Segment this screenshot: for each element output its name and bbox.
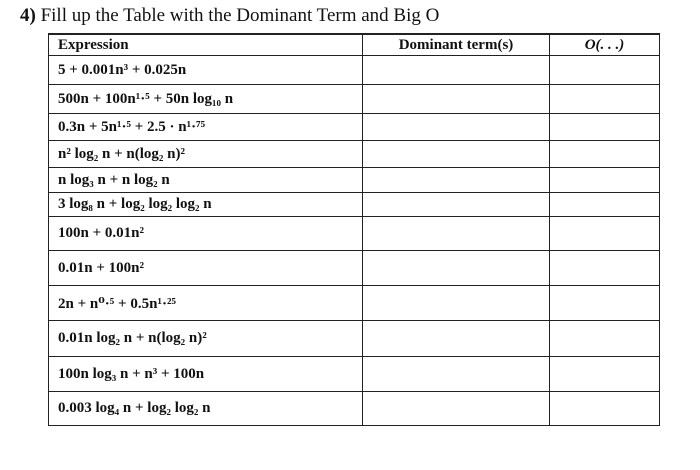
- table-row: [49, 114, 660, 141]
- table-header-row: [49, 34, 660, 56]
- expression-cell: n² log₂ n + n(log₂ n)²: [49, 141, 363, 168]
- dominant-term-cell[interactable]: [363, 321, 550, 357]
- big-o-cell[interactable]: [550, 357, 660, 392]
- dominant-term-cell[interactable]: [363, 357, 550, 392]
- big-o-cell[interactable]: [550, 217, 660, 251]
- big-o-cell[interactable]: [550, 56, 660, 85]
- big-o-cell[interactable]: [550, 85, 660, 114]
- header-expression: Expression: [49, 34, 363, 56]
- expression-cell: 3 log₈ n + log₂ log₂ log₂ n: [49, 193, 363, 217]
- big-o-cell[interactable]: [550, 392, 660, 426]
- dominant-term-cell[interactable]: [363, 141, 550, 168]
- big-o-cell[interactable]: [550, 321, 660, 357]
- dominant-term-cell[interactable]: [363, 114, 550, 141]
- dominant-term-cell[interactable]: [363, 392, 550, 426]
- expression-cell: 100n + 0.01n²: [49, 217, 363, 251]
- expression-cell: 5 + 0.001n³ + 0.025n: [49, 56, 363, 85]
- dominant-term-table: [48, 33, 660, 426]
- table-row: [49, 168, 660, 193]
- dominant-term-cell[interactable]: [363, 56, 550, 85]
- table-row: [49, 321, 660, 357]
- expression-cell: 0.01n log₂ n + n(log₂ n)²: [49, 321, 363, 357]
- header-big-o: O(. . .): [550, 34, 660, 56]
- table-row: [49, 193, 660, 217]
- question-heading: [20, 4, 439, 28]
- big-o-cell[interactable]: [550, 193, 660, 217]
- table-row: [49, 85, 660, 114]
- dominant-term-cell[interactable]: [363, 193, 550, 217]
- question-number: 4): [20, 5, 36, 26]
- dominant-term-cell[interactable]: [363, 85, 550, 114]
- expression-cell: 500n + 100n¹·⁵ + 50n log₁₀ n: [49, 85, 363, 114]
- expression-cell: 100n log₃ n + n³ + 100n: [49, 357, 363, 392]
- big-o-cell[interactable]: [550, 251, 660, 286]
- expression-cell: n log₃ n + n log₂ n: [49, 168, 363, 193]
- table-row: [49, 357, 660, 392]
- big-o-cell[interactable]: [550, 286, 660, 321]
- table-row: [49, 392, 660, 426]
- table-row: [49, 251, 660, 286]
- big-o-cell[interactable]: [550, 168, 660, 193]
- table-row: [49, 141, 660, 168]
- table-row: [49, 56, 660, 85]
- header-dominant-terms: Dominant term(s): [363, 34, 550, 56]
- expression-cell: 0.003 log₄ n + log₂ log₂ n: [49, 392, 363, 426]
- table-row: [49, 217, 660, 251]
- expression-cell: 0.3n + 5n¹·⁵ + 2.5 · n¹·⁷⁵: [49, 114, 363, 141]
- dominant-term-cell[interactable]: [363, 168, 550, 193]
- table-row: [49, 286, 660, 321]
- question-text: Fill up the Table with the Dominant Term and Big O: [40, 5, 440, 26]
- dominant-term-cell[interactable]: [363, 286, 550, 321]
- big-o-cell[interactable]: [550, 141, 660, 168]
- dominant-term-cell[interactable]: [363, 251, 550, 286]
- expression-cell: 0.01n + 100n²: [49, 251, 363, 286]
- big-o-cell[interactable]: [550, 114, 660, 141]
- expression-cell: 2n + n⁰·⁵ + 0.5n¹·²⁵: [49, 286, 363, 321]
- dominant-term-cell[interactable]: [363, 217, 550, 251]
